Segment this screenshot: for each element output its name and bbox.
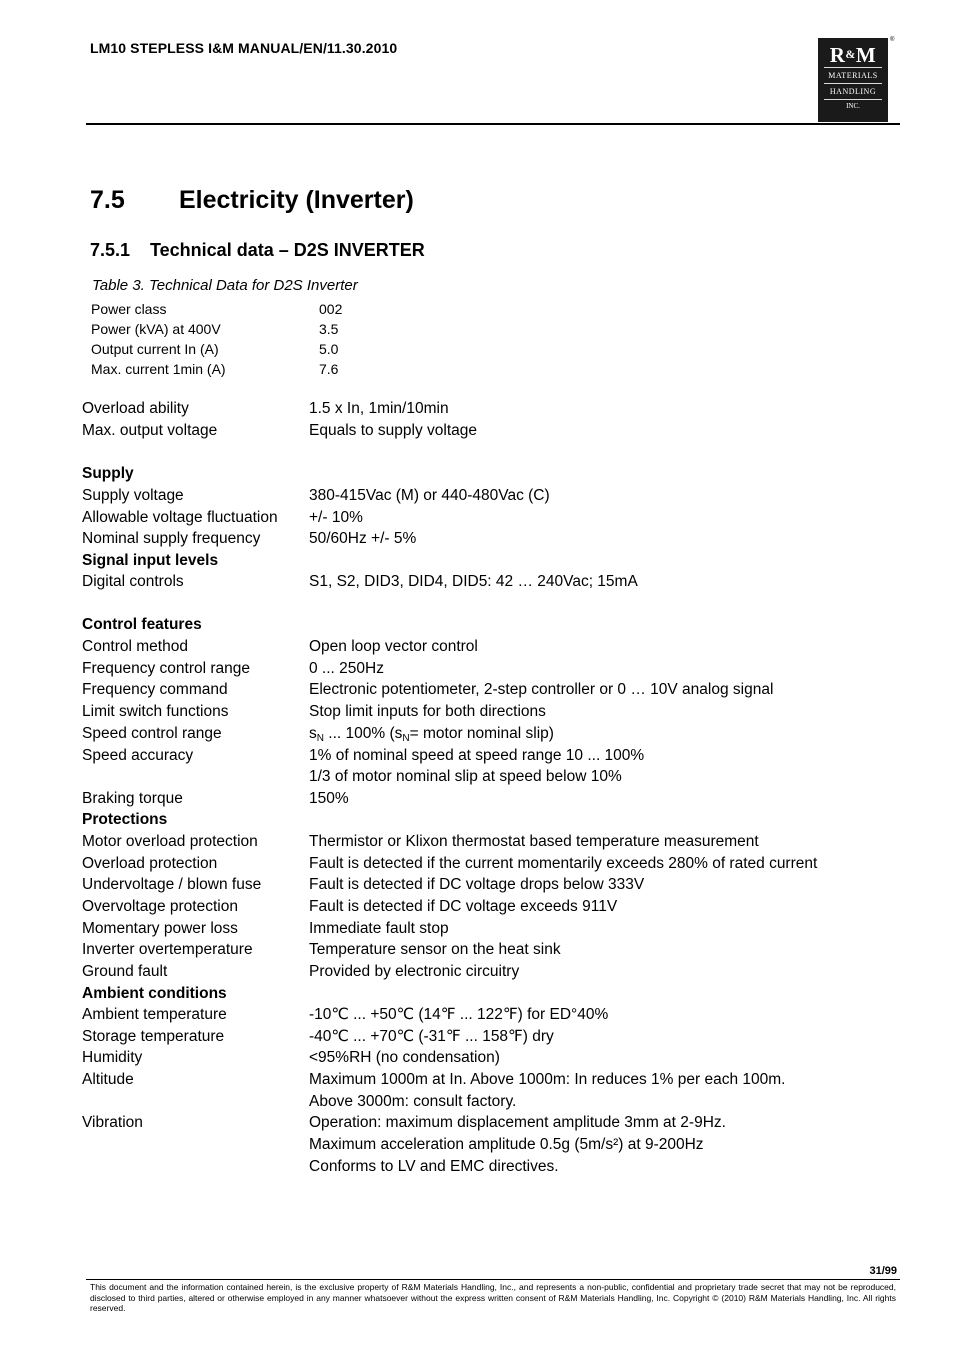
section-title: Electricity (Inverter) <box>179 186 414 214</box>
document-title: LM10 STEPLESS I&M MANUAL/EN/11.30.2010 <box>90 40 398 56</box>
row-label: Frequency command <box>82 681 228 698</box>
row-value: Fault is detected if DC voltage exceeds 911V <box>309 898 618 915</box>
row-value: Electronic potentiometer, 2-step controller or 0 … 10V analog signal <box>309 681 774 698</box>
row-value: Temperature sensor on the heat sink <box>309 941 561 958</box>
spec-row <box>82 1047 902 1069</box>
row-label: Supply voltage <box>82 487 184 504</box>
spec-group-heading <box>82 463 902 485</box>
row-value: 380-415Vac (M) or 440-480Vac (C) <box>309 487 550 504</box>
row-label: Power class <box>91 301 167 317</box>
spec-row <box>82 398 902 420</box>
row-label: Storage temperature <box>82 1028 225 1045</box>
row-label: Motor overload protection <box>82 833 258 850</box>
row-label: Control method <box>82 638 188 655</box>
row-label: Ground fault <box>82 963 168 980</box>
row-label: Max. output voltage <box>82 422 218 439</box>
row-value: -10℃ ... +50℃ (14℉ ... 122℉) for ED°40% <box>309 1006 609 1023</box>
power-class-row <box>91 299 342 319</box>
spec-row <box>82 1134 902 1156</box>
row-label: Undervoltage / blown fuse <box>82 876 262 893</box>
spec-row <box>82 485 902 507</box>
row-value: 7.6 <box>319 361 339 377</box>
spec-row <box>82 896 902 918</box>
spec-group-heading <box>82 809 902 831</box>
footer-divider <box>86 1279 900 1280</box>
page-number: 31/99 <box>869 1265 897 1277</box>
row-label: Inverter overtemperature <box>82 941 253 958</box>
spec-row <box>82 853 902 875</box>
power-class-row <box>91 359 338 379</box>
row-label: Ambient conditions <box>82 985 227 1002</box>
spec-row <box>82 766 902 788</box>
spec-group-heading <box>82 983 902 1005</box>
row-value: 1.5 x In, 1min/10min <box>309 400 449 417</box>
logo-brand: R&M <box>829 43 877 67</box>
row-value: Equals to supply voltage <box>309 422 478 439</box>
subsection-title: Technical data – D2S INVERTER <box>150 240 425 260</box>
spec-row <box>82 636 902 658</box>
power-class-row <box>91 339 338 359</box>
spec-row <box>82 918 902 940</box>
row-value: Immediate fault stop <box>309 920 449 937</box>
row-label: Humidity <box>82 1049 143 1066</box>
spec-row <box>82 1091 902 1113</box>
spec-group-heading <box>82 614 902 636</box>
spec-row <box>82 745 902 767</box>
row-value: Provided by electronic circuitry <box>309 963 520 980</box>
spec-row <box>82 528 902 550</box>
footer-disclaimer: This document and the information contained herein, is the exclusive property of R&M Materials Handling, Inc., and represents a non-public, confidential and proprietary trade secret that may not be reproduced, disclosed to third parties, altered or otherwise employed in any manner whatsoever without the express written consent of R&M Materials Handling, Inc. Copyright © (2010) R&M Materials Handling, Inc. All rights reserved. <box>90 1282 896 1313</box>
row-label: Control features <box>82 616 202 633</box>
row-value: <95%RH (no condensation) <box>309 1049 500 1066</box>
spec-row <box>82 1112 902 1134</box>
row-label: Overvoltage protection <box>82 898 238 915</box>
spec-row <box>82 507 902 529</box>
spec-row <box>82 874 902 896</box>
section-heading <box>90 186 414 215</box>
row-label: Signal input levels <box>82 552 219 569</box>
spec-row <box>82 658 902 680</box>
value-part: N <box>316 733 324 744</box>
row-label: Overload ability <box>82 400 189 417</box>
spec-row <box>82 939 902 961</box>
subsection-heading <box>90 240 425 261</box>
power-class-row <box>91 319 338 339</box>
value-part: = motor nominal slip) <box>409 725 554 742</box>
row-label: Digital controls <box>82 573 184 590</box>
subsection-number: 7.5.1 <box>90 240 131 260</box>
spec-group-heading <box>82 550 902 572</box>
row-value: Fault is detected if the current momentarily exceeds 280% of rated current <box>309 855 818 872</box>
row-value: Operation: maximum displacement amplitude 3mm at 2-9Hz. <box>309 1114 726 1131</box>
row-label: Limit switch functions <box>82 703 229 720</box>
row-label: Max. current 1min (A) <box>91 361 226 377</box>
row-value: Maximum 1000m at In. Above 1000m: In reduces 1% per each 100m. <box>309 1071 786 1088</box>
spec-row <box>82 571 902 593</box>
spec-row <box>82 723 902 745</box>
row-label: Nominal supply frequency <box>82 530 261 547</box>
value-part: N <box>402 733 410 744</box>
row-value: 002 <box>319 301 343 317</box>
row-label: Speed control range <box>82 725 222 742</box>
row-value: Stop limit inputs for both directions <box>309 703 546 720</box>
row-value: Open loop vector control <box>309 638 478 655</box>
row-value: Fault is detected if DC voltage drops below 333V <box>309 876 645 893</box>
row-label: Power (kVA) at 400V <box>91 321 221 337</box>
row-value: Maximum acceleration amplitude 0.5g (5m/s²) at 9-200Hz <box>309 1136 704 1153</box>
row-value: 150% <box>309 790 349 807</box>
row-value: Thermistor or Klixon thermostat based temperature measurement <box>309 833 759 850</box>
row-value: 3.5 <box>319 321 339 337</box>
row-value: +/- 10% <box>309 509 363 526</box>
spec-row <box>82 679 902 701</box>
logo-line1: MATERIALS <box>828 71 878 80</box>
value-part: ... 100% (s <box>323 725 403 742</box>
row-value: -40℃ ... +70℃ (-31℉ ... 158℉) dry <box>309 1028 554 1045</box>
row-value <box>309 723 554 745</box>
spec-row <box>82 831 902 853</box>
spec-row <box>82 1004 902 1026</box>
row-value: Above 3000m: consult factory. <box>309 1093 517 1110</box>
logo-line3: INC. <box>846 102 860 110</box>
row-value: 5.0 <box>319 341 339 357</box>
row-value: 50/60Hz +/- 5% <box>309 530 417 547</box>
row-label: Speed accuracy <box>82 747 194 764</box>
row-label: Output current In (A) <box>91 341 219 357</box>
spec-row <box>82 961 902 983</box>
row-label: Frequency control range <box>82 660 251 677</box>
value-part: s <box>309 725 317 742</box>
table-caption: Table 3. Technical Data for D2S Inverter <box>92 277 358 294</box>
row-value: 0 ... 250Hz <box>309 660 384 677</box>
spec-row <box>82 788 902 810</box>
spec-row <box>82 1156 902 1178</box>
spec-row <box>82 420 902 442</box>
row-label: Allowable voltage fluctuation <box>82 509 278 526</box>
row-label: Supply <box>82 465 134 482</box>
spec-row <box>82 1069 902 1091</box>
row-label: Protections <box>82 811 168 828</box>
row-label: Vibration <box>82 1114 143 1131</box>
registered-mark: ® <box>890 37 895 43</box>
row-label: Momentary power loss <box>82 920 238 937</box>
spec-row <box>82 1026 902 1048</box>
header-divider <box>86 123 900 125</box>
row-label: Ambient temperature <box>82 1006 227 1023</box>
row-value: Conforms to LV and EMC directives. <box>309 1158 559 1175</box>
section-number: 7.5 <box>90 186 125 214</box>
logo-line2: HANDLING <box>829 87 877 96</box>
row-label: Braking torque <box>82 790 183 807</box>
row-label: Overload protection <box>82 855 218 872</box>
spec-row <box>82 701 902 723</box>
row-value: S1, S2, DID3, DID4, DID5: 42 … 240Vac; 15mA <box>309 573 638 590</box>
row-value: 1% of nominal speed at speed range 10 ... 100% <box>309 747 645 764</box>
company-logo <box>818 38 888 122</box>
row-value: 1/3 of motor nominal slip at speed below 10% <box>309 768 622 785</box>
row-label: Altitude <box>82 1071 134 1088</box>
